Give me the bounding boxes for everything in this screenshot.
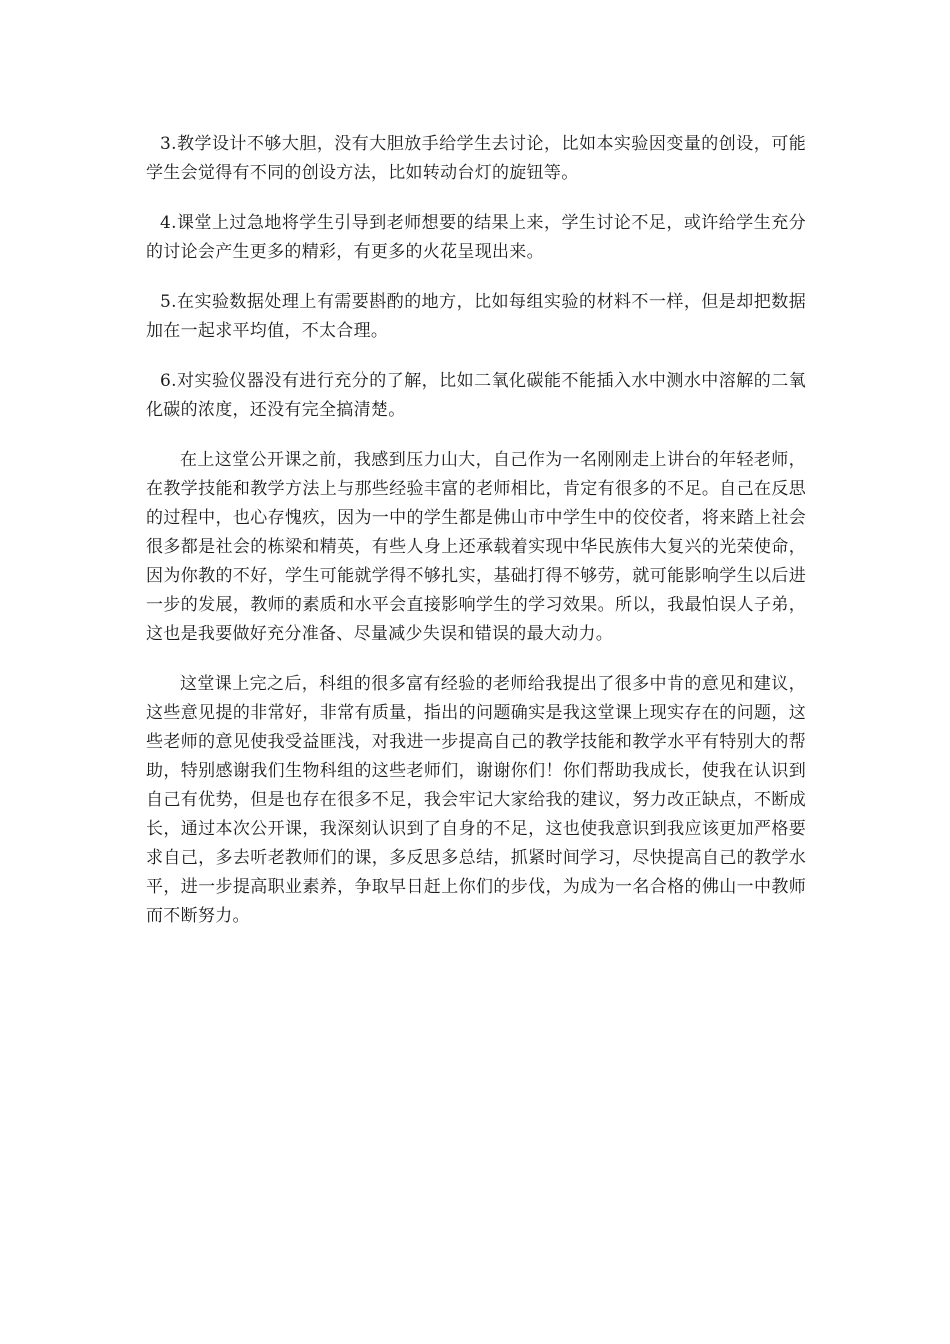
paragraph-before-class: 在上这堂公开课之前，我感到压力山大，自己作为一名刚刚走上讲台的年轻老师，在教学技能和教学方法上与那些经验丰富的老师相比，肯定有很多的不足。自己在反思的过程中，也心存愧疚，因为一中的学生都是佛山市中学生中的佼佼者，将来踏上社会很多都是社会的栋梁和精英，有些人身上还承载着实现中华民族伟大复兴的光荣使命，因为你教的不好，学生可能就学得不够扎实，基础打得不够劳，就可能影响学生以后进一步的发展，教师的素质和水平会直接影响学生的学习效果。所以，我最怕误人子弟，这也是我要做好充分准备、尽量减少失误和错误的最大动力。	[146, 450, 806, 644]
document-body	[146, 130, 806, 952]
list-item-5: 5.在实验数据处理上有需要斟酌的地方，比如每组实验的材料不一样，但是却把数据加在一起求平均值，不太合理。	[146, 292, 806, 341]
list-item-3: 3.教学设计不够大胆，没有大胆放手给学生去讨论，比如本实验因变量的创设，可能学生会觉得有不同的创设方法，比如转动台灯的旋钮等。	[146, 134, 806, 183]
paragraph-after-class: 这堂课上完之后，科组的很多富有经验的老师给我提出了很多中肯的意见和建议，这些意见提的非常好，非常有质量，指出的问题确实是我这堂课上现实存在的问题，这些老师的意见使我受益匪浅，对我进一步提高自己的教学技能和教学水平有特别大的帮助，特别感谢我们生物科组的这些老师们，谢谢你们！你们帮助我成长，使我在认识到自己有优势，但是也存在很多不足，我会牢记大家给我的建议，努力改正缺点，不断成长，通过本次公开课，我深刻认识到了自身的不足，这也使我意识到我应该更加严格要求自己，多去听老教师们的课，多反思多总结，抓紧时间学习，尽快提高自己的教学水平，进一步提高职业素养，争取早日赶上你们的步伐，为成为一名合格的佛山一中教师而不断努力。	[146, 674, 806, 926]
list-item-4: 4.课堂上过急地将学生引导到老师想要的结果上来，学生讨论不足，或许给学生充分的讨论会产生更多的精彩，有更多的火花呈现出来。	[146, 213, 806, 262]
list-item-6: 6.对实验仪器没有进行充分的了解，比如二氧化碳能不能插入水中测水中溶解的二氧化碳的浓度，还没有完全搞清楚。	[146, 371, 806, 420]
